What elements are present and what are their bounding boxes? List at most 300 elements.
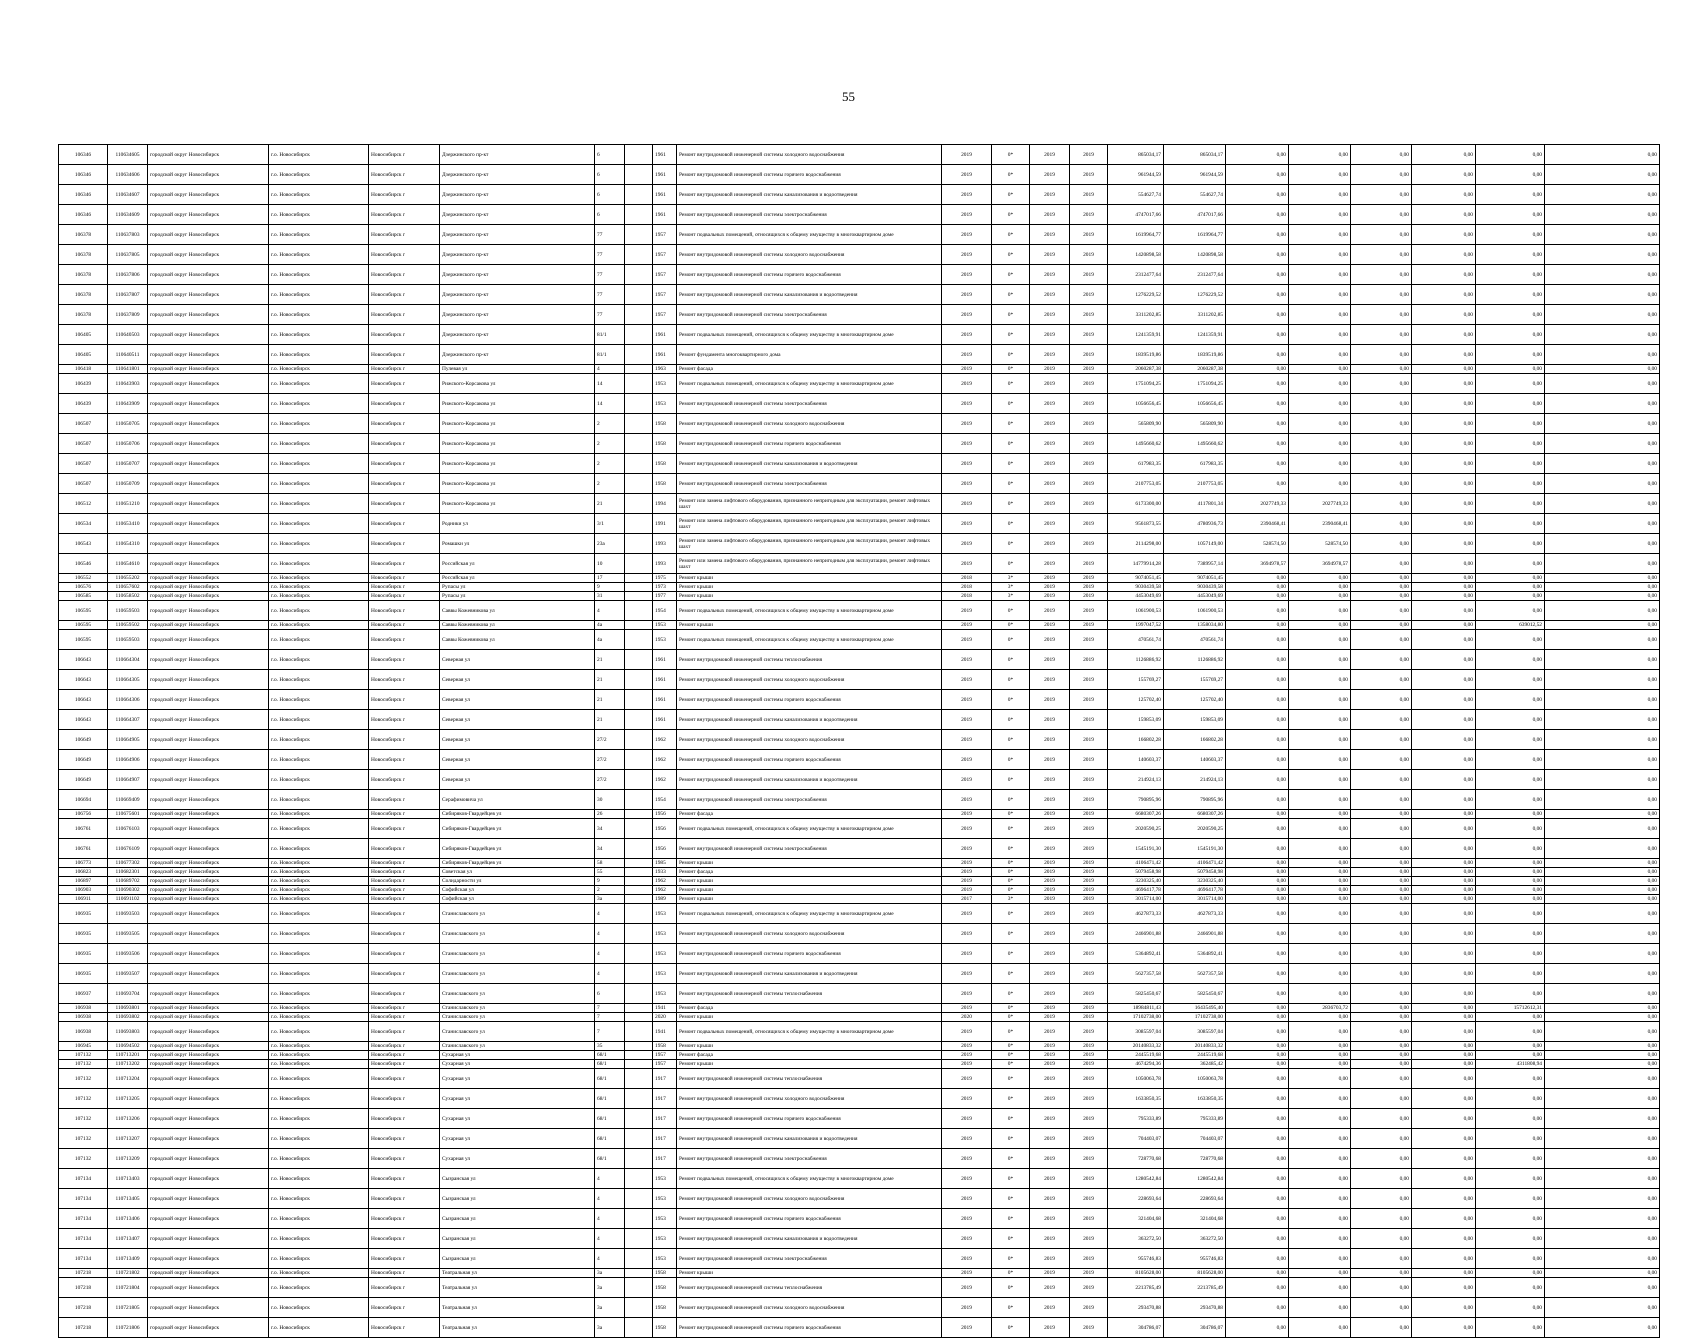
cell-cost-owners: 5627357,58	[1164, 964, 1226, 984]
cell-object-code: 110637803	[108, 225, 148, 245]
cell-house-number: 3а	[595, 1298, 625, 1318]
cell-cost-other: 0,00	[1412, 534, 1476, 554]
cell-cost-other: 0,00	[1412, 839, 1476, 859]
cell-work-type: Ремонт внутридомовой инженерной системы горячего водоснабжения	[677, 265, 942, 285]
cell-corpus	[625, 1060, 653, 1069]
cell-record-id: 106346	[59, 205, 108, 225]
cell-cost-municipal: 0,00	[1351, 165, 1412, 185]
cell-cost-federal: 0,00	[1289, 285, 1351, 305]
cell-start-year: 2019	[1030, 345, 1070, 365]
cell-settlement: г.о. Новосибирск	[269, 583, 369, 592]
cell-record-id: 106534	[59, 514, 108, 534]
cell-cost-owners: 9074051,45	[1164, 574, 1226, 583]
cell-total-cost: 4453049,69	[1108, 592, 1164, 601]
cell-cost-extra: 0,00	[1476, 670, 1545, 690]
cell-note: 0*	[992, 1129, 1030, 1149]
cell-record-id: 106649	[59, 770, 108, 790]
table-row	[59, 904, 1660, 924]
cell-plan-year: 2019	[942, 1129, 992, 1149]
cell-work-type: Ремонт внутридомовой инженерной системы холодного водоснабжения	[677, 924, 942, 944]
cell-settlement: г.о. Новосибирск	[269, 1051, 369, 1060]
cell-settlement: г.о. Новосибирск	[269, 1089, 369, 1109]
cell-cost-federal: 0,00	[1289, 1060, 1351, 1069]
cell-cost-region: 0,00	[1226, 810, 1289, 819]
cell-house-number: 6	[595, 984, 625, 1004]
table-row	[59, 583, 1660, 592]
cell-object-code: 110675601	[108, 810, 148, 819]
cell-house-number: 4	[595, 365, 625, 374]
cell-cost-reserve: 0,00	[1545, 650, 1660, 670]
cell-corpus	[625, 305, 653, 325]
table-row	[59, 924, 1660, 944]
cell-start-year: 2019	[1030, 859, 1070, 868]
cell-settlement: г.о. Новосибирск	[269, 944, 369, 964]
cell-locality: Новосибирск г	[369, 670, 440, 690]
cell-locality: Новосибирск г	[369, 1013, 440, 1022]
cell-cost-federal: 0,00	[1289, 601, 1351, 621]
cell-plan-year: 2019	[942, 886, 992, 895]
cell-cost-extra: 0,00	[1476, 434, 1545, 454]
cell-total-cost: 2060287,38	[1108, 365, 1164, 374]
cell-corpus	[625, 1109, 653, 1129]
cell-house-number: 68/1	[595, 1089, 625, 1109]
cell-object-code: 110690302	[108, 886, 148, 895]
cell-street: Сухарная ул	[440, 1149, 595, 1169]
cell-cost-municipal: 0,00	[1351, 554, 1412, 574]
cell-start-year: 2019	[1030, 574, 1070, 583]
cell-cost-owners: 140603,37	[1164, 750, 1226, 770]
cell-cost-extra: 0,00	[1476, 904, 1545, 924]
cell-cost-extra: 0,00	[1476, 365, 1545, 374]
cell-note: 0*	[992, 1089, 1030, 1109]
cell-settlement: г.о. Новосибирск	[269, 964, 369, 984]
cell-end-year: 2019	[1070, 394, 1108, 414]
cell-settlement: г.о. Новосибирск	[269, 1060, 369, 1069]
cell-locality: Новосибирск г	[369, 859, 440, 868]
cell-cost-extra: 0,00	[1476, 1229, 1545, 1249]
cell-note: 0*	[992, 374, 1030, 394]
cell-locality: Новосибирск г	[369, 474, 440, 494]
cell-total-cost: 3085597,04	[1108, 1022, 1164, 1042]
cell-street: Северная ул	[440, 650, 595, 670]
cell-house-number: 77	[595, 225, 625, 245]
cell-plan-year: 2019	[942, 1298, 992, 1318]
cell-cost-extra: 0,00	[1476, 1089, 1545, 1109]
cell-plan-year: 2017	[942, 895, 992, 904]
cell-start-year: 2019	[1030, 790, 1070, 810]
cell-work-type: Ремонт внутридомовой инженерной системы горячего водоснабжения	[677, 1318, 942, 1338]
cell-work-type: Ремонт внутридомовой инженерной системы электроснабжения	[677, 1249, 942, 1269]
cell-cost-reserve: 0,00	[1545, 1189, 1660, 1209]
cell-plan-year: 2019	[942, 474, 992, 494]
cell-record-id: 106643	[59, 670, 108, 690]
cell-start-year: 2019	[1030, 944, 1070, 964]
cell-settlement: г.о. Новосибирск	[269, 877, 369, 886]
cell-total-cost: 1126886,92	[1108, 650, 1164, 670]
cell-locality: Новосибирск г	[369, 886, 440, 895]
cell-house-number: 77	[595, 265, 625, 285]
cell-end-year: 2019	[1070, 592, 1108, 601]
cell-object-code: 110693704	[108, 984, 148, 1004]
cell-cost-federal: 0,00	[1289, 924, 1351, 944]
cell-cost-reserve: 0,00	[1545, 474, 1660, 494]
cell-municipality: городской округ Новосибирск	[148, 819, 269, 839]
cell-note: 0*	[992, 145, 1030, 165]
cell-note: 0*	[992, 690, 1030, 710]
cell-cost-reserve: 0,00	[1545, 1004, 1660, 1013]
cell-cost-federal: 0,00	[1289, 650, 1351, 670]
cell-start-year: 2019	[1030, 868, 1070, 877]
cell-cost-reserve: 0,00	[1545, 554, 1660, 574]
cell-build-year: 1991	[653, 514, 677, 534]
cell-cost-reserve: 0,00	[1545, 165, 1660, 185]
cell-note: 0*	[992, 601, 1030, 621]
cell-cost-municipal: 0,00	[1351, 1042, 1412, 1051]
cell-locality: Новосибирск г	[369, 554, 440, 574]
cell-settlement: г.о. Новосибирск	[269, 750, 369, 770]
cell-object-code: 110713407	[108, 1229, 148, 1249]
cell-end-year: 2019	[1070, 1022, 1108, 1042]
cell-cost-region: 0,00	[1226, 1298, 1289, 1318]
cell-record-id: 106911	[59, 895, 108, 904]
cell-locality: Новосибирск г	[369, 345, 440, 365]
cell-cost-other: 0,00	[1412, 1298, 1476, 1318]
cell-end-year: 2019	[1070, 454, 1108, 474]
cell-build-year: 1962	[653, 730, 677, 750]
cell-total-cost: 1619964,77	[1108, 225, 1164, 245]
cell-record-id: 106512	[59, 494, 108, 514]
cell-cost-municipal: 0,00	[1351, 1051, 1412, 1060]
cell-cost-extra: 0,00	[1476, 750, 1545, 770]
cell-record-id: 106507	[59, 434, 108, 454]
cell-street: Рижского-Корсакова ул	[440, 494, 595, 514]
cell-total-cost: 5825450,67	[1108, 984, 1164, 1004]
cell-cost-reserve: 0,00	[1545, 630, 1660, 650]
cell-plan-year: 2019	[942, 621, 992, 630]
cell-start-year: 2019	[1030, 1169, 1070, 1189]
cell-cost-region: 0,00	[1226, 265, 1289, 285]
cell-locality: Новосибирск г	[369, 185, 440, 205]
cell-cost-owners: 1276229,52	[1164, 285, 1226, 305]
cell-cost-region: 0,00	[1226, 1013, 1289, 1022]
cell-work-type: Ремонт внутридомовой инженерной системы электроснабжения	[677, 305, 942, 325]
cell-cost-other: 0,00	[1412, 454, 1476, 474]
table-row	[59, 770, 1660, 790]
cell-plan-year: 2019	[942, 225, 992, 245]
cell-cost-other: 0,00	[1412, 414, 1476, 434]
cell-house-number: 9	[595, 877, 625, 886]
cell-street: Станиславского ул	[440, 1042, 595, 1051]
cell-work-type: Ремонт крыши	[677, 574, 942, 583]
cell-work-type: Ремонт фасада	[677, 1051, 942, 1060]
cell-locality: Новосибирск г	[369, 1278, 440, 1298]
cell-build-year: 1917	[653, 1069, 677, 1089]
cell-house-number: 14	[595, 394, 625, 414]
cell-locality: Новосибирск г	[369, 839, 440, 859]
cell-locality: Новосибирск г	[369, 494, 440, 514]
cell-object-code: 110664307	[108, 710, 148, 730]
cell-cost-reserve: 0,00	[1545, 285, 1660, 305]
cell-plan-year: 2019	[942, 730, 992, 750]
cell-municipality: городской округ Новосибирск	[148, 1249, 269, 1269]
cell-start-year: 2019	[1030, 1004, 1070, 1013]
cell-record-id: 106346	[59, 145, 108, 165]
cell-plan-year: 2019	[942, 601, 992, 621]
cell-municipality: городской округ Новосибирск	[148, 904, 269, 924]
cell-total-cost: 704403,07	[1108, 1129, 1164, 1149]
cell-cost-municipal: 0,00	[1351, 1060, 1412, 1069]
cell-municipality: городской округ Новосибирск	[148, 583, 269, 592]
cell-house-number: 2	[595, 414, 625, 434]
cell-municipality: городской округ Новосибирск	[148, 225, 269, 245]
cell-start-year: 2019	[1030, 583, 1070, 592]
cell-cost-region: 0,00	[1226, 225, 1289, 245]
cell-corpus	[625, 790, 653, 810]
cell-note: 0*	[992, 1004, 1030, 1013]
cell-record-id: 106439	[59, 394, 108, 414]
table-row	[59, 1249, 1660, 1269]
cell-work-type: Ремонт внутридомовой инженерной системы электроснабжения	[677, 839, 942, 859]
cell-settlement: г.о. Новосибирск	[269, 1004, 369, 1013]
cell-house-number: 4	[595, 964, 625, 984]
cell-house-number: 4	[595, 904, 625, 924]
cell-build-year: 1958	[653, 434, 677, 454]
cell-total-cost: 17102738,00	[1108, 1013, 1164, 1022]
cell-corpus	[625, 650, 653, 670]
cell-cost-extra: 0,00	[1476, 1278, 1545, 1298]
cell-plan-year: 2019	[942, 1109, 992, 1129]
cell-settlement: г.о. Новосибирск	[269, 165, 369, 185]
cell-cost-reserve: 0,00	[1545, 305, 1660, 325]
cell-work-type: Ремонт внутридомовой инженерной системы канализования и водоотведения	[677, 710, 942, 730]
table-row	[59, 1089, 1660, 1109]
table-row	[59, 670, 1660, 690]
cell-street: Дзержинского пр-кт	[440, 345, 595, 365]
cell-municipality: городской округ Новосибирск	[148, 285, 269, 305]
cell-municipality: городской округ Новосибирск	[148, 868, 269, 877]
cell-cost-federal: 0,00	[1289, 305, 1351, 325]
cell-total-cost: 1061900,53	[1108, 601, 1164, 621]
cell-record-id: 107132	[59, 1051, 108, 1060]
cell-total-cost: 4674294,36	[1108, 1060, 1164, 1069]
cell-street: Театральная ул	[440, 1298, 595, 1318]
cell-locality: Новосибирск г	[369, 944, 440, 964]
cell-house-number: 68/1	[595, 1109, 625, 1129]
cell-start-year: 2019	[1030, 984, 1070, 1004]
cell-build-year: 1953	[653, 621, 677, 630]
cell-cost-owners: 1241359,91	[1164, 325, 1226, 345]
cell-work-type: Ремонт внутридомовой инженерной системы горячего водоснабжения	[677, 1209, 942, 1229]
cell-cost-municipal: 0,00	[1351, 877, 1412, 886]
cell-note: 0*	[992, 1278, 1030, 1298]
cell-start-year: 2019	[1030, 534, 1070, 554]
cell-house-number: 58	[595, 859, 625, 868]
cell-cost-reserve: 0,00	[1545, 225, 1660, 245]
cell-build-year: 1917	[653, 1109, 677, 1129]
cell-total-cost: 20140833,32	[1108, 1042, 1164, 1051]
cell-start-year: 2019	[1030, 394, 1070, 414]
cell-work-type: Ремонт внутридомовой инженерной системы теплоснабжения	[677, 984, 942, 1004]
cell-object-code: 110713209	[108, 1149, 148, 1169]
cell-cost-owners: 4453049,69	[1164, 592, 1226, 601]
cell-cost-owners: 1619964,77	[1164, 225, 1226, 245]
cell-plan-year: 2019	[942, 1318, 992, 1338]
cell-street: Северная ул	[440, 770, 595, 790]
cell-object-code: 110659503	[108, 601, 148, 621]
cell-corpus	[625, 514, 653, 534]
cell-plan-year: 2019	[942, 770, 992, 790]
cell-municipality: городской округ Новосибирск	[148, 554, 269, 574]
cell-cost-region: 0,00	[1226, 205, 1289, 225]
cell-plan-year: 2019	[942, 325, 992, 345]
cell-record-id: 106507	[59, 414, 108, 434]
cell-settlement: г.о. Новосибирск	[269, 1209, 369, 1229]
cell-object-code: 110664905	[108, 730, 148, 750]
cell-plan-year: 2019	[942, 670, 992, 690]
cell-record-id: 106937	[59, 984, 108, 1004]
cell-cost-region: 0,00	[1226, 819, 1289, 839]
cell-plan-year: 2019	[942, 365, 992, 374]
cell-note: 0*	[992, 750, 1030, 770]
cell-object-code: 110658502	[108, 592, 148, 601]
cell-record-id: 106378	[59, 305, 108, 325]
cell-note: 0*	[992, 494, 1030, 514]
cell-object-code: 110713406	[108, 1209, 148, 1229]
cell-cost-federal: 0,00	[1289, 414, 1351, 434]
cell-street: Дзержинского пр-кт	[440, 265, 595, 285]
cell-corpus	[625, 1229, 653, 1249]
cell-end-year: 2019	[1070, 1149, 1108, 1169]
cell-cost-reserve: 0,00	[1545, 984, 1660, 1004]
cell-total-cost: 1997047,52	[1108, 621, 1164, 630]
cell-cost-municipal: 0,00	[1351, 650, 1412, 670]
cell-cost-owners: 1126886,92	[1164, 650, 1226, 670]
cell-street: Дзержинского пр-кт	[440, 185, 595, 205]
cell-cost-municipal: 0,00	[1351, 895, 1412, 904]
cell-build-year: 1957	[653, 245, 677, 265]
cell-plan-year: 2019	[942, 1051, 992, 1060]
page-number: 55	[842, 89, 855, 104]
cell-work-type: Ремонт внутридомовой инженерной системы холодного водоснабжения	[677, 414, 942, 434]
cell-note: 0*	[992, 1269, 1030, 1278]
cell-cost-federal: 0,00	[1289, 630, 1351, 650]
cell-object-code: 110713202	[108, 1060, 148, 1069]
cell-plan-year: 2019	[942, 964, 992, 984]
cell-note: 0*	[992, 630, 1030, 650]
cell-cost-reserve: 0,00	[1545, 414, 1660, 434]
cell-build-year: 1917	[653, 1089, 677, 1109]
cell-record-id: 106935	[59, 964, 108, 984]
cell-record-id: 106643	[59, 710, 108, 730]
cell-cost-municipal: 0,00	[1351, 583, 1412, 592]
cell-cost-reserve: 0,00	[1545, 964, 1660, 984]
cell-work-type: Ремонт внутридомовой инженерной системы холодного водоснабжения	[677, 1298, 942, 1318]
cell-cost-other: 0,00	[1412, 964, 1476, 984]
cell-cost-federal: 2836703,72	[1289, 1004, 1351, 1013]
cell-settlement: г.о. Новосибирск	[269, 1318, 369, 1338]
cell-total-cost: 9030439,58	[1108, 583, 1164, 592]
cell-settlement: г.о. Новосибирск	[269, 1249, 369, 1269]
cell-plan-year: 2018	[942, 574, 992, 583]
cell-house-number: 30	[595, 790, 625, 810]
cell-settlement: г.о. Новосибирск	[269, 534, 369, 554]
cell-cost-reserve: 0,00	[1545, 1229, 1660, 1249]
cell-cost-extra: 0,00	[1476, 630, 1545, 650]
cell-plan-year: 2019	[942, 414, 992, 434]
cell-municipality: городской округ Новосибирск	[148, 454, 269, 474]
cell-object-code: 110713201	[108, 1051, 148, 1060]
cell-note: 0*	[992, 165, 1030, 185]
cell-street: Сухарная ул	[440, 1109, 595, 1129]
cell-cost-federal: 0,00	[1289, 583, 1351, 592]
cell-settlement: г.о. Новосибирск	[269, 904, 369, 924]
cell-record-id: 106346	[59, 185, 108, 205]
cell-municipality: городской округ Новосибирск	[148, 165, 269, 185]
cell-total-cost: 5079458,98	[1108, 868, 1164, 877]
cell-note: 0*	[992, 670, 1030, 690]
cell-plan-year: 2019	[942, 165, 992, 185]
cell-locality: Новосибирск г	[369, 434, 440, 454]
cell-work-type: Ремонт внутридомовой инженерной системы канализования и водоотведения	[677, 454, 942, 474]
cell-object-code: 110693506	[108, 944, 148, 964]
cell-locality: Новосибирск г	[369, 1249, 440, 1269]
cell-municipality: городской округ Новосибирск	[148, 1189, 269, 1209]
cell-note: 0*	[992, 394, 1030, 414]
cell-corpus	[625, 374, 653, 394]
cell-locality: Новосибирск г	[369, 924, 440, 944]
cell-locality: Новосибирск г	[369, 904, 440, 924]
cell-note: 0*	[992, 1013, 1030, 1022]
cell-cost-other: 0,00	[1412, 1089, 1476, 1109]
cell-cost-federal: 0,00	[1289, 345, 1351, 365]
cell-cost-region: 0,00	[1226, 305, 1289, 325]
cell-build-year: 1961	[653, 325, 677, 345]
cell-municipality: городской округ Новосибирск	[148, 1004, 269, 1013]
cell-total-cost: 1056656,45	[1108, 394, 1164, 414]
cell-total-cost: 6173300,00	[1108, 494, 1164, 514]
cell-corpus	[625, 365, 653, 374]
cell-object-code: 110650705	[108, 414, 148, 434]
cell-street: Сибиряков-Гвардейцев ул	[440, 810, 595, 819]
cell-corpus	[625, 285, 653, 305]
cell-municipality: городской округ Новосибирск	[148, 859, 269, 868]
cell-settlement: г.о. Новосибирск	[269, 434, 369, 454]
cell-start-year: 2019	[1030, 601, 1070, 621]
cell-record-id: 107134	[59, 1229, 108, 1249]
cell-cost-other: 0,00	[1412, 924, 1476, 944]
cell-plan-year: 2020	[942, 1013, 992, 1022]
cell-cost-federal: 0,00	[1289, 1189, 1351, 1209]
cell-cost-extra: 0,00	[1476, 1318, 1545, 1338]
table-row	[59, 601, 1660, 621]
cell-street: Театральная ул	[440, 1318, 595, 1338]
cell-cost-federal: 0,00	[1289, 365, 1351, 374]
cell-cost-municipal: 0,00	[1351, 1149, 1412, 1169]
table-row	[59, 839, 1660, 859]
cell-cost-owners: 2312477,64	[1164, 265, 1226, 285]
cell-cost-municipal: 0,00	[1351, 374, 1412, 394]
cell-settlement: г.о. Новосибирск	[269, 305, 369, 325]
cell-cost-federal: 0,00	[1289, 1298, 1351, 1318]
cell-build-year: 1958	[653, 1278, 677, 1298]
cell-cost-owners: 4117801,34	[1164, 494, 1226, 514]
cell-cost-owners: 1050063,78	[1164, 1069, 1226, 1089]
cell-plan-year: 2019	[942, 1278, 992, 1298]
cell-cost-region: 0,00	[1226, 859, 1289, 868]
cell-cost-municipal: 0,00	[1351, 924, 1412, 944]
cell-locality: Новосибирск г	[369, 454, 440, 474]
cell-cost-federal: 0,00	[1289, 1042, 1351, 1051]
